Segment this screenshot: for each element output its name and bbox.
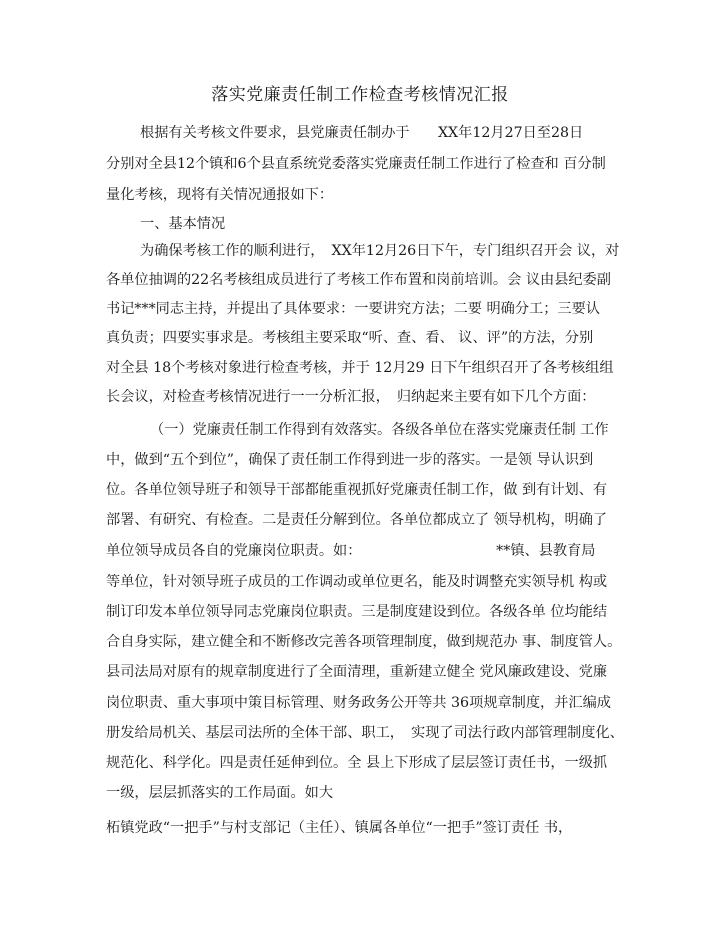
paragraph-line: 长会议，对检查考核情况进行一一分析汇报， 归纳起来主要有如下几个方面： [106,389,596,405]
paragraph-line: 根据有关考核文件要求，县党廉责任制办于 XX年12月27日至28日 [140,125,584,141]
paragraph-line: 册发给局机关、基层司法所的全体干部、职工， 实现了司法行政内部管理制度化、 [106,725,624,741]
paragraph-line: 量化考核，现将有关情况通报如下： [106,187,334,203]
paragraph-line: 为确保考核工作的顺利进行， XX年12月26日下午，专门组织召开会 议，对 [140,243,620,259]
paragraph-line: 制订印发本单位领导同志党廉岗位职责。三是制度建设到位。各级各单 位均能结 [106,604,608,620]
paragraph-line: 对全县 18个考核对象进行检查考核，并于 12月29 日下午组织召开了各考核组组 [106,360,614,376]
paragraph-line: 书记***同志主持，并提出了具体要求：一要讲究方法；二要 明确分工；三要认 [106,301,600,317]
paragraph-line: 位。各单位领导班子和领导干部都能重视抓好党廉责任制工作，做 到有计划、有 [106,482,608,498]
paragraph-line: 单位领导成员各自的党廉岗位职责。如： **镇、县教育局 [106,543,596,559]
document-title: 落实党廉责任制工作检查考核情况汇报 [211,85,509,105]
paragraph-line: 各单位抽调的22名考核组成员进行了考核工作布置和岗前培训。会 议由县纪委副 [106,272,611,288]
paragraph-line: 一级，层层抓落实的工作局面。如大 [106,785,334,801]
paragraph-line: 合自身实际，建立健全和不断修改完善各项管理制度，做到规范办 事、制度管人。 [106,634,622,650]
paragraph-line: 真负责；四要实事求是。考核组主要采取“听、查、看、 议、评”的方法，分别 [106,330,594,346]
paragraph-line: 岗位职责、重大事项中策目标管理、财务政务公开等共 36项规章制度，并汇编成 [106,695,611,711]
paragraph-line: 中，做到“五个到位”，确保了责任制工作得到进一步的落实。一是领 导认识到 [106,452,594,468]
paragraph-line: 县司法局对原有的规章制度进行了全面清理，重新建立健全 党风廉政建设、党廉 [106,664,608,680]
paragraph-line: 柘镇党政“一把手”与村支部记（主任）、镇属各单位“一把手”签订责任 书， [106,820,573,836]
paragraph-line: 等单位，针对领导班子成员的工作调动或单位更名，能及时调整充实领导机 构或 [106,574,608,590]
paragraph-line: （一）党廉责任制工作得到有效落实。各级各单位在落实党廉责任制 工作 [150,422,609,438]
paragraph-line: 规范化、科学化。四是责任延伸到位。全 县上下形成了层层签订责任书，一级抓 [106,755,608,771]
paragraph-line: 分别对全县12个镇和6个县直系统党委落实党廉责任制工作进行了检查和 百分制 [106,156,606,172]
paragraph-line: 部署、有研究、有检查。二是责任分解到位。各单位都成立了 领导机构，明确了 [106,512,608,528]
section-heading: 一、基本情况 [140,216,226,232]
